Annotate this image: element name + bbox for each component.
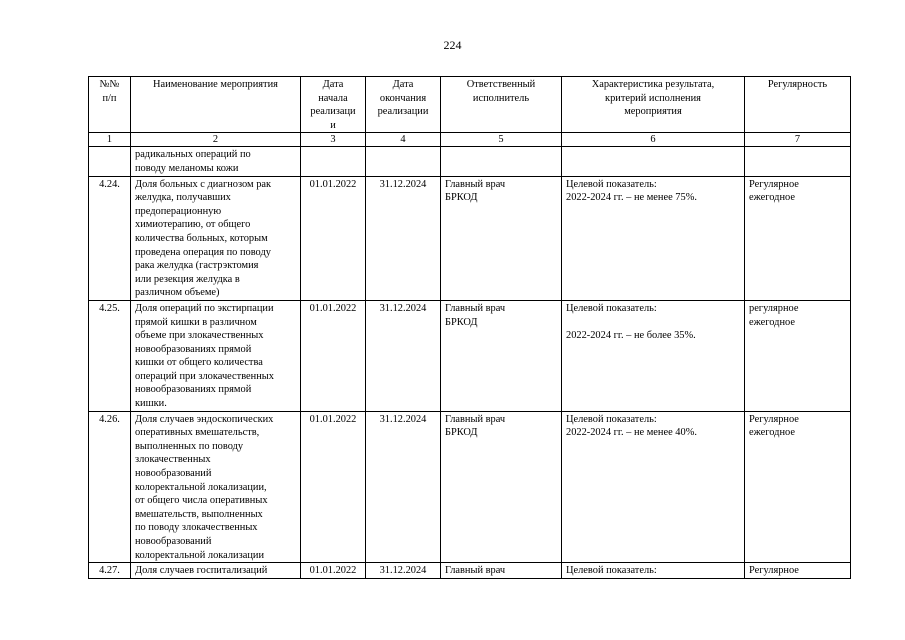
header-regularity: Регулярность [745,77,851,133]
header-name: Наименование мероприятия [131,77,301,133]
header-num: №№ п/п [89,77,131,133]
header-responsible: Ответственный исполнитель [441,77,562,133]
row-end: 31.12.2024 [366,563,441,579]
row-start: 01.01.2022 [301,300,366,411]
row-end: 31.12.2024 [366,411,441,563]
column-number: 3 [301,133,366,147]
row-name: Доля больных с диагнозом рак желудка, получавших предоперационную химиотерапию, от общего количества больных, которым проведена операция по поводу рака желудка (гастрэктомия или резекция желудка в различном объеме) [131,176,301,300]
row-name: Доля случаев госпитализаций [131,563,301,579]
column-number: 2 [131,133,301,147]
result-value: 2022-2024 гг. – не менее 40%. [566,427,697,439]
column-number: 1 [89,133,131,147]
row-responsible: Главный врач БРКОД [441,176,562,300]
row-responsible [441,147,562,176]
row-responsible: Главный врач БРКОД [441,300,562,411]
row-start: 01.01.2022 [301,563,366,579]
column-number: 4 [366,133,441,147]
header-end-date: Дата окончания реализации [366,77,441,133]
table-row-continuation [89,147,851,176]
row-name: Доля операций по экстирпации прямой кишки в различном объеме при злокачественных новообразованиях прямой кишки от общего количества операций при злокачественных новообразованиях прямой кишки. [131,300,301,411]
row-result [562,563,745,579]
result-label: Целевой показатель: [566,565,657,577]
table-row [89,176,851,300]
row-result [562,176,745,300]
column-number: 7 [745,133,851,147]
row-result [562,300,745,411]
row-end: 31.12.2024 [366,176,441,300]
header-result: Характеристика результата, критерий исполнения мероприятия [562,77,745,133]
header-start-date: Дата начала реализаци и [301,77,366,133]
row-start [301,147,366,176]
table-row [89,563,851,579]
page-number: 224 [443,38,462,52]
row-end: 31.12.2024 [366,300,441,411]
row-regularity: Регулярное ежегодное [745,411,851,563]
result-value: 2022-2024 гг. – не более 35%. [566,330,696,342]
row-start: 01.01.2022 [301,411,366,563]
row-num [89,147,131,176]
result-label: Целевой показатель: [566,302,657,314]
row-regularity: Регулярное ежегодное [745,176,851,300]
column-number-row [89,133,851,147]
table-row [89,300,851,411]
result-label: Целевой показатель: [566,413,657,425]
row-name: Доля случаев эндоскопических оперативных вмешательств, выполненных по поводу злокачественных новообразований колоректальной локализации, от общего числа оперативных вмешательств, выполненных по поводу злокачественных новообразований колоректальной локализации [131,411,301,563]
row-regularity [745,147,851,176]
row-regularity: Регулярное [745,563,851,579]
result-label: Целевой показатель: [566,178,657,190]
result-gap [566,316,740,330]
row-end [366,147,441,176]
table-row [89,411,851,563]
row-responsible: Главный врач [441,563,562,579]
row-num: 4.24. [89,176,131,300]
result-value: 2022-2024 гг. – не менее 75%. [566,192,697,204]
measures-table [88,76,851,579]
row-num: 4.27. [89,563,131,579]
row-result [562,411,745,563]
column-number: 6 [562,133,745,147]
row-num: 4.26. [89,411,131,563]
column-number: 5 [441,133,562,147]
header-row [89,77,851,133]
row-num: 4.25. [89,300,131,411]
row-regularity: регулярное ежегодное [745,300,851,411]
row-name: радикальных операций по поводу меланомы кожи [131,147,301,176]
row-result [562,147,745,176]
row-responsible: Главный врач БРКОД [441,411,562,563]
row-start: 01.01.2022 [301,176,366,300]
